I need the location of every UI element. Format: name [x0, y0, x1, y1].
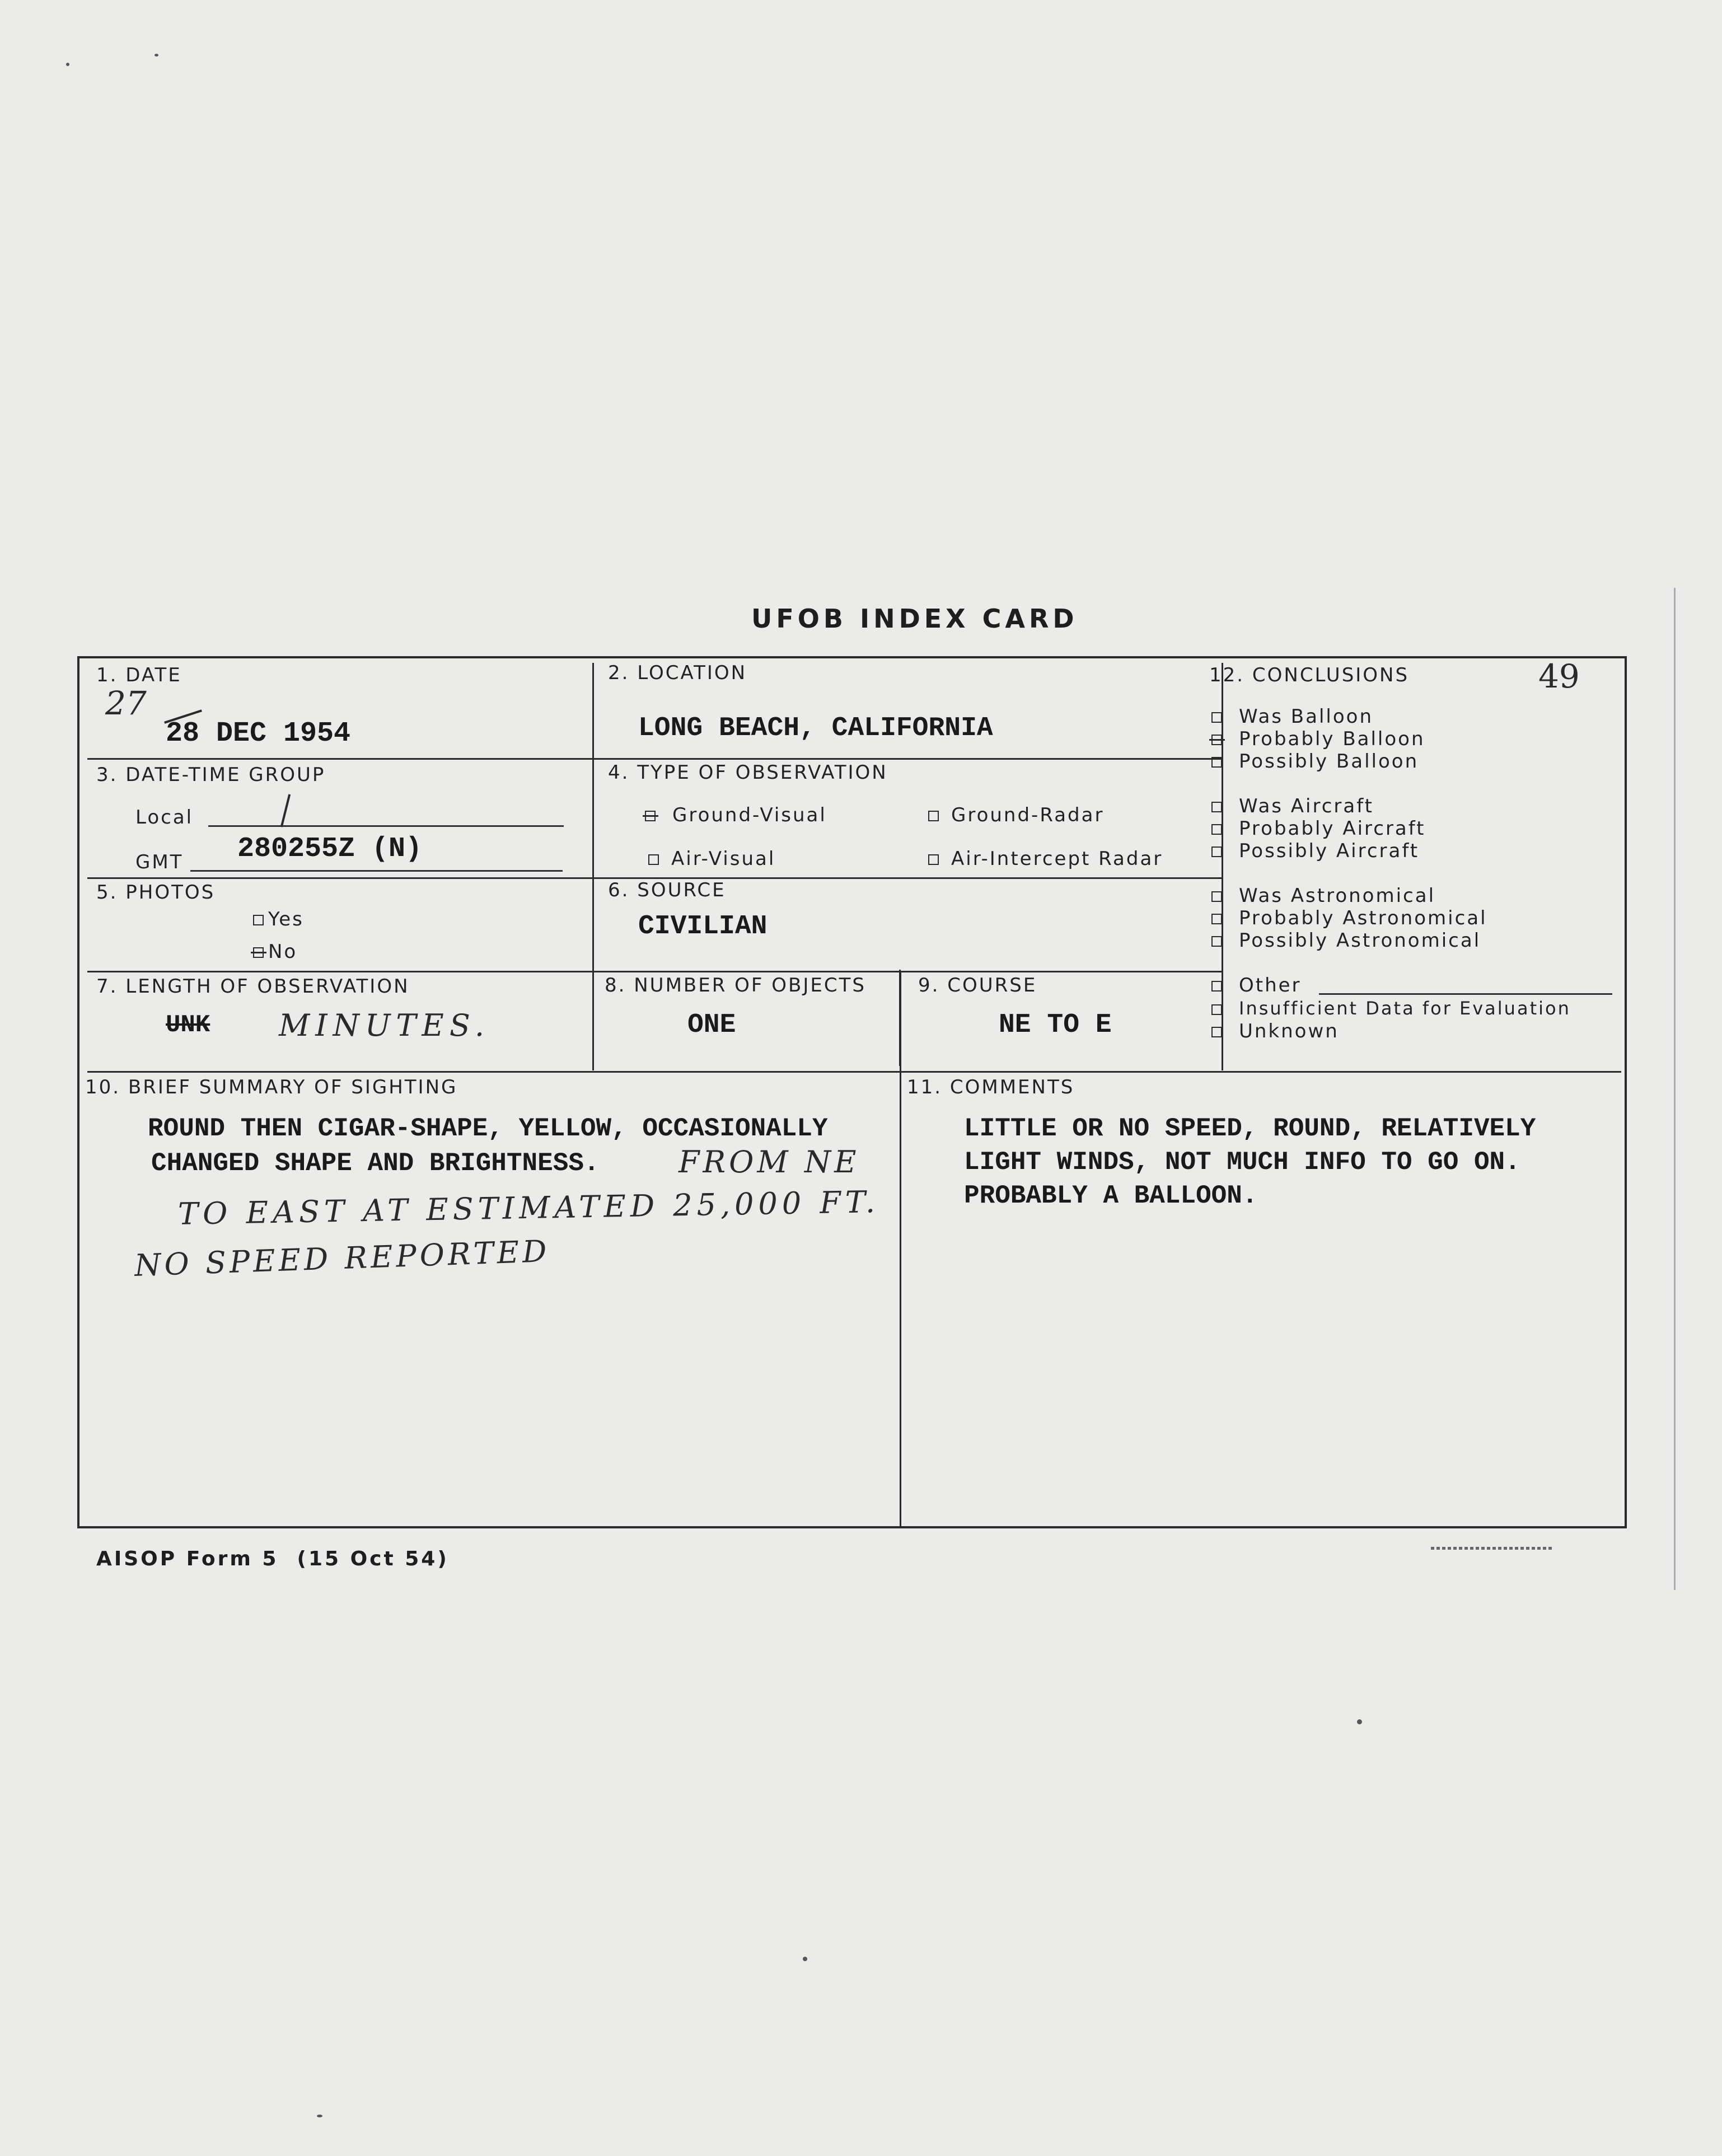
conclusion-option-probably-aircraft[interactable]: Probably Aircraft: [1211, 817, 1425, 840]
photos-option-no[interactable]: No: [253, 941, 297, 963]
checkbox-checked-icon: [253, 947, 264, 958]
course-label: 9. COURSE: [918, 974, 1037, 997]
gmt-fill-line: [190, 870, 563, 872]
checkbox-icon: [928, 811, 939, 821]
summary-typed-line: ROUND THEN CIGAR-SHAPE, YELLOW, OCCASIONALLY: [148, 1114, 828, 1143]
checkbox-icon: [648, 854, 659, 865]
local-label: Local: [135, 806, 194, 829]
conclusion-option-was-astronomical[interactable]: Was Astronomical: [1211, 885, 1435, 907]
checkbox-icon: [1211, 914, 1222, 924]
comments-line: LITTLE OR NO SPEED, ROUND, RELATIVELY: [964, 1114, 1536, 1143]
conclusion-option-probably-astronomical[interactable]: Probably Astronomical: [1211, 907, 1487, 929]
comments-line: LIGHT WINDS, NOT MUCH INFO TO GO ON.: [964, 1148, 1520, 1177]
conclusion-option-other[interactable]: Other: [1211, 974, 1302, 997]
checkbox-icon: [1211, 1004, 1222, 1015]
scan-speck: [66, 63, 69, 66]
checkbox-icon: [928, 854, 939, 865]
location-label: 2. LOCATION: [608, 662, 747, 684]
checkbox-icon: [1211, 824, 1222, 835]
conclusion-option-unknown[interactable]: Unknown: [1211, 1020, 1339, 1042]
summary-handwritten-line: TO EAST AT ESTIMATED 25,000 FT.: [177, 1184, 880, 1232]
checkbox-icon: [1211, 802, 1222, 812]
rule: [87, 1071, 1621, 1073]
rule: [899, 970, 901, 1066]
source-label: 6. SOURCE: [608, 879, 726, 901]
form-id: AISOP Form 5 (15 Oct 54): [96, 1547, 449, 1570]
card-number: 49: [1538, 657, 1580, 695]
number-of-objects-label: 8. NUMBER OF OBJECTS: [605, 974, 866, 997]
scan-speck: [1357, 1719, 1362, 1724]
checkbox-icon: [1211, 936, 1222, 947]
checkbox-icon: [1211, 712, 1222, 723]
observation-option-air-visual[interactable]: Air-Visual: [648, 848, 775, 870]
conclusion-option-was-balloon[interactable]: Was Balloon: [1211, 705, 1373, 728]
observation-option-air-intercept-radar[interactable]: Air-Intercept Radar: [928, 848, 1163, 870]
checkbox-icon: [1211, 1027, 1222, 1037]
checkbox-icon: [1211, 847, 1222, 857]
date-value: 28 DEC 1954: [166, 718, 351, 750]
scan-speck: [155, 54, 158, 57]
conclusion-option-possibly-balloon[interactable]: Possibly Balloon: [1211, 750, 1419, 773]
card-title: UFOB INDEX CARD: [751, 604, 1078, 634]
conclusion-option-probably-balloon[interactable]: Probably Balloon: [1211, 728, 1425, 750]
rule: [87, 758, 1222, 760]
location-value: LONG BEACH, CALIFORNIA: [638, 713, 993, 743]
course-value: NE TO E: [999, 1010, 1112, 1040]
date-label: 1. DATE: [96, 664, 182, 686]
checkbox-icon: [1211, 757, 1222, 768]
length-of-observation-label: 7. LENGTH OF OBSERVATION: [96, 975, 410, 998]
checkbox-icon: [1211, 981, 1222, 992]
checkbox-checked-icon: [645, 811, 656, 821]
local-fill-line: [208, 825, 564, 827]
photos-option-yes[interactable]: Yes: [253, 908, 304, 930]
gmt-label: GMT: [135, 851, 184, 873]
gmt-value: 280255Z (N): [237, 833, 423, 865]
length-handwritten-value: MINUTES.: [279, 1008, 490, 1043]
rule: [592, 663, 594, 1070]
summary-handwritten-line: FROM NE: [678, 1144, 860, 1180]
conclusions-label: 12. CONCLUSIONS: [1209, 664, 1410, 686]
other-fill-line: [1319, 993, 1612, 995]
rule: [87, 971, 1222, 972]
conclusion-option-possibly-aircraft[interactable]: Possibly Aircraft: [1211, 840, 1419, 862]
checkbox-icon: [253, 915, 264, 925]
photos-label: 5. PHOTOS: [96, 881, 216, 904]
observation-option-ground-radar[interactable]: Ground-Radar: [928, 804, 1104, 826]
conclusion-option-possibly-astronomical[interactable]: Possibly Astronomical: [1211, 929, 1481, 952]
length-struck-value: UNK: [166, 1011, 210, 1039]
date-handwritten-correction: 27: [105, 684, 147, 722]
checkbox-icon: [1211, 891, 1222, 902]
number-of-objects-value: ONE: [687, 1010, 736, 1040]
scan-speck: [317, 2115, 322, 2117]
printer-mark: [1431, 1547, 1554, 1550]
summary-handwritten-line: NO SPEED REPORTED: [134, 1233, 551, 1283]
conclusion-option-was-aircraft[interactable]: Was Aircraft: [1211, 795, 1374, 817]
source-value: CIVILIAN: [638, 911, 768, 942]
brief-summary-label: 10. BRIEF SUMMARY OF SIGHTING: [85, 1076, 458, 1098]
page-edge: [1674, 588, 1676, 1590]
type-of-observation-label: 4. TYPE OF OBSERVATION: [608, 761, 888, 784]
observation-option-ground-visual[interactable]: Ground-Visual: [645, 804, 827, 826]
comments-line: PROBABLY A BALLOON.: [964, 1181, 1258, 1210]
date-time-group-label: 3. DATE-TIME GROUP: [96, 764, 326, 786]
conclusion-option-insufficient-data[interactable]: Insufficient Data for Evaluation: [1211, 998, 1571, 1019]
summary-typed-line: CHANGED SHAPE AND BRIGHTNESS.: [151, 1149, 600, 1178]
comments-label: 11. COMMENTS: [907, 1076, 1075, 1098]
scan-speck: [803, 1957, 807, 1961]
checkbox-checked-icon: [1211, 735, 1222, 745]
